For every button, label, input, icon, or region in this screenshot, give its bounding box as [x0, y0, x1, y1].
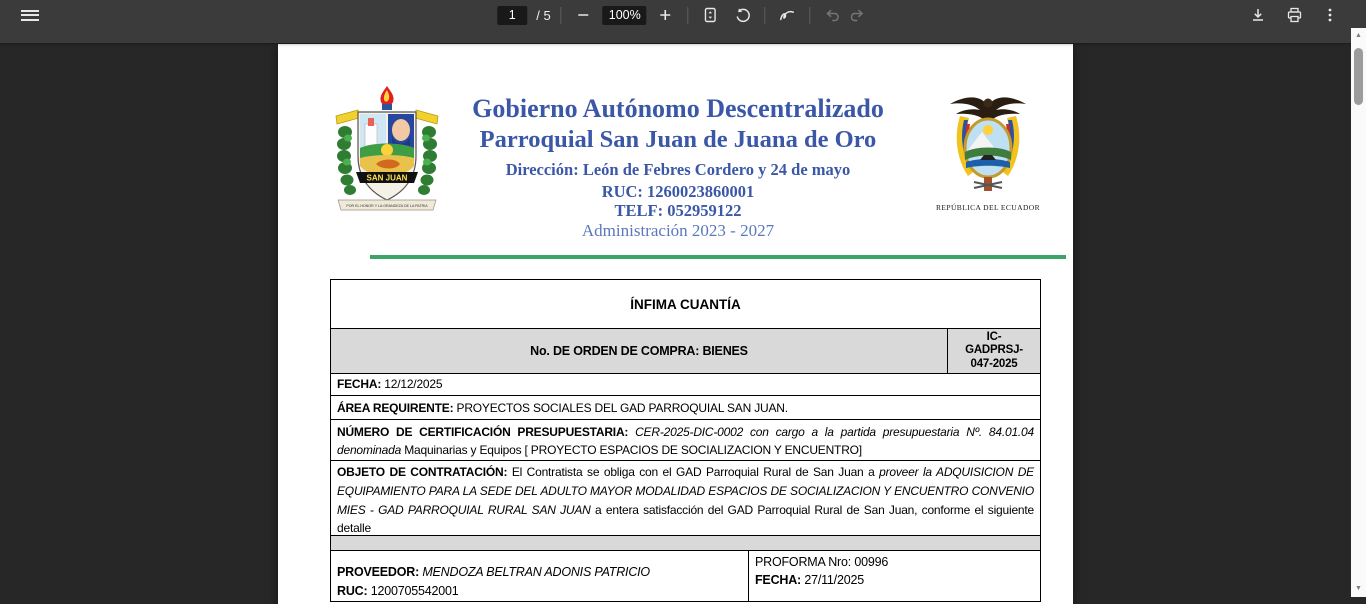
proveedor-cell: [331, 551, 748, 601]
redo-icon: [848, 7, 865, 23]
toolbar-separator: [810, 7, 811, 24]
fecha-row: [331, 374, 1040, 396]
hamburger-menu-icon: [21, 7, 39, 23]
order-code-line: 047-2025: [970, 357, 1018, 370]
rotate-counterclockwise-icon: [734, 7, 751, 24]
download-icon: [1250, 7, 1266, 23]
proforma-cell: [748, 551, 1040, 601]
vertical-ellipsis-icon: [1322, 7, 1338, 23]
proveedor-ruc-label: RUC:: [337, 583, 368, 598]
proveedor-value: MENDOZA BELTRAN ADONIS PATRICIO: [422, 564, 650, 579]
fecha-value: 12/12/2025: [384, 377, 443, 391]
order-code-line: IC-: [986, 330, 1002, 343]
cert-label: NÚMERO DE CERTIFICACIÓN PRESUPUESTARIA:: [337, 424, 629, 439]
area-value: PROYECTOS SOCIALES DEL GAD PARROQUIAL SAN JUAN.: [456, 400, 788, 415]
proforma-fecha-label: FECHA:: [755, 573, 802, 587]
zoom-in-button[interactable]: [654, 3, 678, 27]
objeto-contratacion-row: [331, 461, 1040, 537]
spacer-row: [331, 536, 1040, 551]
undo-icon: [824, 7, 841, 23]
document-header: [433, 93, 923, 242]
entity-address: Dirección: León de Febres Cordero y 24 de mayo: [505, 160, 851, 179]
area-label: ÁREA REQUIRENTE:: [337, 400, 454, 415]
pdf-page: [278, 44, 1073, 604]
proveedor-proforma-row: [331, 551, 1040, 601]
scroll-down-arrow-icon[interactable]: ▼: [1355, 585, 1362, 592]
rotate-button[interactable]: [731, 3, 755, 27]
redo-button[interactable]: [845, 3, 869, 27]
entity-ruc: RUC: 1260023860001: [601, 182, 755, 201]
objeto-label: OBJETO DE CONTRATACIÓN:: [337, 465, 508, 479]
fit-to-page-button[interactable]: [699, 3, 723, 27]
entity-administration: Administración 2023 - 2027: [581, 221, 775, 240]
ecuador-coat-of-arms-logo: [937, 88, 1039, 200]
proforma-fecha-value: 27/11/2025: [804, 573, 864, 587]
undo-button[interactable]: [821, 3, 845, 27]
order-number-row: [331, 329, 1040, 374]
cert-italic-text: CER-2025-DIC-0002 con cargo a la partida presupuestaria Nº. 84.01.04 denominada: [337, 424, 1034, 457]
toolbar-separator: [765, 7, 766, 24]
pen-squiggle-icon: [779, 7, 797, 23]
proveedor-ruc-value: 1200705542001: [370, 583, 459, 598]
fecha-label: FECHA:: [337, 377, 382, 391]
plus-icon: [658, 7, 674, 23]
toolbar-separator: [688, 7, 689, 24]
order-code: [947, 329, 1040, 373]
annotate-button[interactable]: [776, 3, 800, 27]
toolbar-separator: [561, 7, 562, 24]
objeto-text1: El Contratista se obliga con el GAD Parroquial Rural de San Juan a: [511, 465, 875, 479]
header-divider-line: [370, 255, 1066, 259]
objeto-italic-text: proveer la ADQUISICION DE EQUIPAMIENTO PARA LA SEDE DEL ADULTO MAYOR MODALIDAD ESPACIOS DE SOCIALIZACION Y ENCUENTRO CONVENIO MIES - GAD PARROQUIAL RURAL SAN JUAN: [337, 465, 1034, 517]
area-requirente-row: [331, 396, 1040, 421]
svg-text:POR EL HONOR Y LA GRANDEZA DE: POR EL HONOR Y LA GRANDEZA DE LA PATRIA: [346, 203, 428, 208]
table-title-row: ÍNFIMA CUANTÍA: [331, 280, 1040, 329]
printer-icon: [1286, 7, 1303, 23]
fit-to-page-icon: [703, 7, 719, 23]
order-code-line: GADPRSJ-: [965, 344, 1023, 357]
purchase-order-table: [330, 279, 1041, 602]
more-options-button[interactable]: [1318, 3, 1342, 27]
proforma-label: PROFORMA Nro:: [755, 554, 852, 569]
entity-title-line1: Gobierno Autónomo Descentralizado: [472, 94, 884, 123]
certificacion-row: [331, 420, 1040, 461]
page-number-input[interactable]: [497, 6, 527, 25]
entity-title-line2: Parroquial San Juan de Juana de Oro: [479, 126, 877, 153]
print-button[interactable]: [1282, 3, 1306, 27]
order-label: No. DE ORDEN DE COMPRA: BIENES: [530, 344, 748, 358]
ecuador-logo-caption: REPÚBLICA DEL ECUADOR: [936, 203, 1040, 212]
scrollbar-thumb[interactable]: [1354, 48, 1363, 105]
pdf-toolbar: [0, 0, 1366, 43]
cert-normal-text: Maquinarias y Equipos [ PROYECTO ESPACIOS DE SOCIALIZACION Y ENCUENTRO]: [404, 443, 862, 457]
san-juan-coat-of-arms-logo: [332, 84, 442, 213]
scroll-up-arrow-icon[interactable]: ▲: [1355, 32, 1362, 39]
menu-button[interactable]: [18, 3, 42, 27]
minus-icon: [576, 7, 592, 23]
download-button[interactable]: [1246, 3, 1270, 27]
objeto-text2: a entera satisfacción del GAD Parroquial Rural de San Juan, conforme el siguiente detalle: [337, 502, 1035, 536]
vertical-scrollbar[interactable]: [1351, 28, 1366, 597]
proveedor-label: PROVEEDOR:: [337, 564, 420, 579]
page-total-label: / 5: [536, 7, 551, 23]
zoom-out-button[interactable]: [572, 3, 596, 27]
svg-text:SAN JUAN: SAN JUAN: [366, 173, 408, 183]
proforma-value: 00996: [854, 554, 889, 569]
zoom-level-display[interactable]: 100%: [603, 6, 647, 25]
entity-phone: TELF: 052959122: [614, 201, 742, 220]
